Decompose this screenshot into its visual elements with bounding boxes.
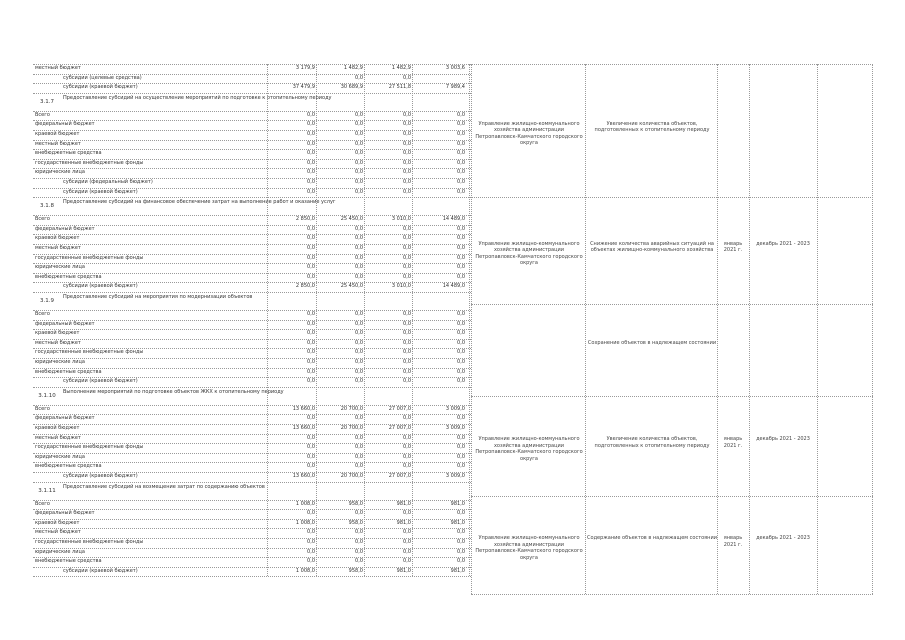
amount-cell: 0,0 xyxy=(355,179,363,185)
amount-cell: 0,0 xyxy=(403,179,411,185)
row-label: субсидии (краевой бюджет) xyxy=(63,567,138,574)
column-divider xyxy=(585,64,586,594)
amount-cell: 0,0 xyxy=(355,558,363,565)
amount-cell: 981,0 xyxy=(396,567,411,574)
amount-cell: 20 700,0 xyxy=(340,405,363,412)
amount-cell: 0,0 xyxy=(355,444,363,451)
section-title: Предоставление субсидий на возмещение затрат по содержанию объектов xyxy=(63,483,265,490)
amount-cell: 0,0 xyxy=(307,311,315,317)
start-date-cell: январь 2021 г. xyxy=(723,535,743,548)
executor-cell: Управление жилищно-коммунального хозяйства администрации Петропавловск-Камчатского городского округа xyxy=(475,436,583,462)
amount-cell: 2 850,0 xyxy=(295,283,315,290)
amount-cell: 0,0 xyxy=(457,311,465,317)
amount-cell: 13 660,0 xyxy=(292,405,315,412)
amount-cell: 0,0 xyxy=(355,121,363,128)
amount-cell: 0,0 xyxy=(355,311,363,317)
amount-cell: 0,0 xyxy=(457,434,465,441)
row-label: государственные внебюджетные фонды xyxy=(35,159,144,166)
document-sheet xyxy=(33,64,873,594)
amount-cell: 3 010,0 xyxy=(391,283,411,290)
amount-cell: 0,0 xyxy=(457,254,465,261)
amount-cell: 0,0 xyxy=(307,179,315,185)
responsibility-block xyxy=(471,396,873,497)
amount-cell: 0,0 xyxy=(457,359,465,365)
row-label: краевой бюджет xyxy=(35,425,80,431)
amount-cell: 0,0 xyxy=(403,330,411,337)
amount-cell: 0,0 xyxy=(307,188,315,195)
amount-cell: 0,0 xyxy=(403,254,411,261)
amount-cell: 981,0 xyxy=(450,500,465,507)
amount-cell: 0,0 xyxy=(307,140,315,147)
amount-cell: 0,0 xyxy=(403,463,411,470)
row-label: субсидии (краевой бюджет) xyxy=(63,283,138,290)
amount-cell: 981,0 xyxy=(396,500,411,507)
amount-cell: 0,0 xyxy=(457,159,465,166)
amount-cell: 0,0 xyxy=(355,548,363,555)
end-date-cell: декабрь 2021 - 2023 xyxy=(756,436,810,442)
amount-cell: 0,0 xyxy=(307,225,315,232)
section-header-row xyxy=(33,93,471,112)
end-date-cell: декабрь 2021 - 2023 xyxy=(756,240,810,247)
section-header-row xyxy=(33,482,471,501)
amount-cell: 0,0 xyxy=(355,463,363,470)
row-label: внебюджетные средства xyxy=(35,273,102,280)
amount-cell: 0,0 xyxy=(307,359,315,365)
amount-cell: 3 179,9 xyxy=(295,65,315,71)
amount-cell: 0,0 xyxy=(307,368,315,375)
result-cell: Снижение количества аварийных ситуаций на объектах жилищно-коммунального хозяйства xyxy=(590,240,714,253)
amount-cell: 37 479,9 xyxy=(292,84,315,91)
amount-cell: 0,0 xyxy=(457,330,465,337)
amount-cell: 0,0 xyxy=(403,245,411,251)
amount-cell: 0,0 xyxy=(457,179,465,185)
amount-cell: 3 010,0 xyxy=(391,216,411,223)
amount-cell: 0,0 xyxy=(403,225,411,232)
row-label: государственные внебюджетные фонды xyxy=(35,349,144,356)
amount-cell: 27 007,0 xyxy=(388,473,411,479)
start-date-cell: январь 2021 г. xyxy=(723,436,743,449)
amount-cell: 30 689,9 xyxy=(340,84,363,91)
row-label: краевой бюджет xyxy=(35,131,80,137)
amount-cell: 0,0 xyxy=(307,169,315,176)
amount-cell: 25 450,0 xyxy=(340,216,363,223)
amount-cell: 20 700,0 xyxy=(340,473,363,479)
row-label: государственные внебюджетные фонды xyxy=(35,539,144,545)
amount-cell: 0,0 xyxy=(355,339,363,346)
column-divider xyxy=(412,64,413,576)
start-date-cell: январь 2021 г. xyxy=(723,240,743,253)
responsibility-table xyxy=(471,64,873,594)
row-label: федеральный бюджет xyxy=(35,510,95,517)
amount-cell: 0,0 xyxy=(307,529,315,536)
row-label: местный бюджет xyxy=(35,140,81,147)
responsibility-block xyxy=(471,64,873,198)
row-label: Всего xyxy=(35,405,50,412)
amount-cell: 0,0 xyxy=(403,378,411,385)
amount-cell: 0,0 xyxy=(307,254,315,261)
result-cell: Увеличение количества объектов, подготовленных к отопительному периоду xyxy=(594,120,710,133)
amount-cell: 0,0 xyxy=(403,359,411,365)
amount-cell: 958,0 xyxy=(348,519,363,526)
amount-cell: 0,0 xyxy=(457,121,465,128)
amount-cell: 0,0 xyxy=(403,311,411,317)
row-label: субсидии (краевой бюджет) xyxy=(63,378,138,385)
amount-cell: 0,0 xyxy=(403,339,411,346)
amount-cell: 0,0 xyxy=(355,169,363,176)
executor-cell: Управление жилищно-коммунального хозяйства администрации Петропавловск-Камчатского городского округа xyxy=(475,240,583,266)
result-cell: Содержание объектов в надлежащем состоянии xyxy=(587,535,717,541)
row-label: Всего xyxy=(35,216,50,223)
executor-cell: Управление жилищно-коммунального хозяйства администрации Петропавловск-Камчатского городского округа xyxy=(475,120,583,146)
amount-cell: 0,0 xyxy=(355,434,363,441)
amount-cell: 27 511,8 xyxy=(388,84,411,91)
section-title: Выполнение мероприятий по подготовке объектов ЖКХ к отопительному периоду xyxy=(63,388,284,395)
amount-cell: 0,0 xyxy=(355,510,363,517)
amount-cell: 0,0 xyxy=(457,273,465,280)
amount-cell: 958,0 xyxy=(348,567,363,574)
amount-cell: 13 660,0 xyxy=(292,473,315,479)
amount-cell: 0,0 xyxy=(355,453,363,460)
amount-cell: 0,0 xyxy=(307,111,315,118)
amount-cell: 0,0 xyxy=(457,539,465,545)
row-label: субсидии (федеральный бюджет) xyxy=(63,179,153,185)
row-label: краевой бюджет xyxy=(35,235,80,242)
amount-cell: 0,0 xyxy=(457,235,465,242)
amount-cell: 0,0 xyxy=(355,140,363,147)
amount-cell: 0,0 xyxy=(307,264,315,271)
amount-cell: 0,0 xyxy=(307,453,315,460)
amount-cell: 0,0 xyxy=(355,150,363,157)
column-divider xyxy=(364,64,365,576)
end-date-cell: декабрь 2021 - 2023 xyxy=(756,535,810,541)
amount-cell: 0,0 xyxy=(307,349,315,356)
amount-cell: 0,0 xyxy=(355,159,363,166)
row-label: юридические лица xyxy=(35,169,85,176)
row-label: государственные внебюджетные фонды xyxy=(35,444,144,451)
row-label: внебюджетные средства xyxy=(35,558,102,565)
amount-cell: 7 989,4 xyxy=(445,84,465,91)
amount-cell: 3 009,0 xyxy=(445,425,465,431)
amount-cell: 0,0 xyxy=(307,245,315,251)
amount-cell: 0,0 xyxy=(403,510,411,517)
column-divider xyxy=(872,64,873,594)
amount-cell: 0,0 xyxy=(307,330,315,337)
amount-cell: 0,0 xyxy=(403,131,411,137)
amount-cell: 14 489,0 xyxy=(442,283,465,290)
amount-cell: 3 003,6 xyxy=(445,65,465,71)
amount-cell: 0,0 xyxy=(457,558,465,565)
row-label: федеральный бюджет xyxy=(35,415,95,422)
section-title: Предоставление субсидий на мероприятия по модернизации объектов xyxy=(63,294,253,300)
section-number: 3.1.11 xyxy=(38,487,56,494)
amount-cell: 981,0 xyxy=(450,567,465,574)
amount-cell: 0,0 xyxy=(307,273,315,280)
amount-cell: 14 489,0 xyxy=(442,216,465,223)
amount-cell: 0,0 xyxy=(457,444,465,451)
amount-cell: 0,0 xyxy=(457,368,465,375)
budget-table xyxy=(33,64,471,594)
table-top-border xyxy=(33,64,471,65)
amount-cell: 0,0 xyxy=(457,131,465,137)
amount-cell: 0,0 xyxy=(307,415,315,422)
row-label: местный бюджет xyxy=(35,245,81,251)
row-label: местный бюджет xyxy=(35,339,81,346)
row-label: краевой бюджет xyxy=(35,519,80,526)
amount-cell: 0,0 xyxy=(403,529,411,536)
amount-cell: 0,0 xyxy=(457,453,465,460)
amount-cell: 0,0 xyxy=(457,548,465,555)
amount-cell: 0,0 xyxy=(355,131,363,137)
amount-cell: 0,0 xyxy=(307,558,315,565)
amount-cell: 3 009,0 xyxy=(445,405,465,412)
responsibility-block xyxy=(471,496,873,595)
amount-cell: 0,0 xyxy=(307,131,315,137)
amount-cell: 0,0 xyxy=(403,453,411,460)
amount-cell: 0,0 xyxy=(355,254,363,261)
amount-cell: 0,0 xyxy=(403,264,411,271)
amount-cell: 0,0 xyxy=(457,188,465,195)
row-label: государственные внебюджетные фонды xyxy=(35,254,144,261)
amount-cell: 0,0 xyxy=(457,529,465,536)
section-number: 3.1.9 xyxy=(40,298,54,304)
row-label: местный бюджет xyxy=(35,529,81,536)
amount-cell: 0,0 xyxy=(457,150,465,157)
section-title: Предоставление субсидий на осуществление мероприятий по подготовке к отопительному периоду xyxy=(63,94,332,101)
amount-cell: 0,0 xyxy=(307,539,315,545)
table-top-border xyxy=(471,64,873,65)
amount-cell: 0,0 xyxy=(403,235,411,242)
amount-cell: 0,0 xyxy=(403,320,411,327)
amount-cell: 0,0 xyxy=(355,235,363,242)
amount-cell: 0,0 xyxy=(307,378,315,385)
amount-cell: 0,0 xyxy=(403,434,411,441)
amount-cell: 0,0 xyxy=(457,339,465,346)
result-cell: Увеличение количества объектов, подготовленных к отопительному периоду xyxy=(594,436,710,449)
row-label: внебюджетные средства xyxy=(35,463,102,470)
amount-cell: 0,0 xyxy=(457,320,465,327)
amount-cell: 0,0 xyxy=(307,463,315,470)
amount-cell: 981,0 xyxy=(450,519,465,526)
column-divider xyxy=(267,64,268,576)
amount-cell: 0,0 xyxy=(307,339,315,346)
row-label: Всего xyxy=(35,500,50,507)
amount-cell: 0,0 xyxy=(403,188,411,195)
amount-cell: 0,0 xyxy=(457,510,465,517)
row-label: федеральный бюджет xyxy=(35,121,95,128)
amount-cell: 1 482,9 xyxy=(343,65,363,71)
amount-cell: 0,0 xyxy=(403,558,411,565)
amount-cell: 0,0 xyxy=(403,140,411,147)
amount-cell: 13 660,0 xyxy=(292,425,315,431)
amount-cell: 0,0 xyxy=(355,529,363,536)
amount-cell: 0,0 xyxy=(307,121,315,128)
column-divider xyxy=(469,64,470,576)
table-row xyxy=(33,567,471,578)
amount-cell: 0,0 xyxy=(355,539,363,545)
amount-cell: 0,0 xyxy=(403,74,411,81)
amount-cell: 27 007,0 xyxy=(388,405,411,412)
amount-cell: 0,0 xyxy=(403,150,411,157)
section-header-row xyxy=(33,292,471,311)
executor-cell: Управление жилищно-коммунального хозяйства администрации Петропавловск-Камчатского городского округа xyxy=(475,535,583,561)
amount-cell: 0,0 xyxy=(457,225,465,232)
row-label: юридические лица xyxy=(35,453,85,460)
section-header-row xyxy=(33,387,471,406)
amount-cell: 0,0 xyxy=(355,225,363,232)
amount-cell: 0,0 xyxy=(403,539,411,545)
amount-cell: 1 482,9 xyxy=(391,65,411,71)
row-label: местный бюджет xyxy=(35,65,81,71)
row-label: юридические лица xyxy=(35,359,85,365)
amount-cell: 0,0 xyxy=(403,273,411,280)
result-cell: Сохранение объектов в надлежащем состоянии xyxy=(587,340,717,346)
amount-cell: 25 450,0 xyxy=(340,283,363,290)
column-divider xyxy=(717,64,718,594)
amount-cell: 1 008,0 xyxy=(295,519,315,526)
section-title: Предоставление субсидий на финансовое обеспечение затрат на выполнение работ и оказание услуг xyxy=(63,199,336,206)
amount-cell: 0,0 xyxy=(457,378,465,385)
amount-cell: 0,0 xyxy=(403,159,411,166)
row-label: федеральный бюджет xyxy=(35,225,95,232)
amount-cell: 0,0 xyxy=(307,159,315,166)
amount-cell: 27 007,0 xyxy=(388,425,411,431)
row-label: субсидии (краевой бюджет) xyxy=(63,473,138,479)
amount-cell: 20 700,0 xyxy=(340,425,363,431)
amount-cell: 2 850,0 xyxy=(295,216,315,223)
responsibility-block xyxy=(471,304,873,397)
amount-cell: 0,0 xyxy=(307,444,315,451)
section-number: 3.1.8 xyxy=(40,203,54,210)
section-header-row xyxy=(33,197,471,216)
row-label: юридические лица xyxy=(35,264,85,271)
amount-cell xyxy=(271,74,315,84)
amount-cell: 0,0 xyxy=(355,349,363,356)
row-label: Всего xyxy=(35,311,50,317)
amount-cell: 0,0 xyxy=(457,111,465,118)
amount-cell: 0,0 xyxy=(403,169,411,176)
amount-cell: 0,0 xyxy=(355,273,363,280)
amount-cell: 0,0 xyxy=(457,169,465,176)
column-divider xyxy=(817,64,818,594)
amount-cell: 0,0 xyxy=(457,264,465,271)
amount-cell: 0,0 xyxy=(457,245,465,251)
responsibility-block xyxy=(471,197,873,305)
row-label: субсидии (краевой бюджет) xyxy=(63,188,138,195)
amount-cell: 0,0 xyxy=(307,150,315,157)
row-label: краевой бюджет xyxy=(35,330,80,337)
amount-cell: 0,0 xyxy=(457,140,465,147)
amount-cell: 0,0 xyxy=(355,320,363,327)
amount-cell: 0,0 xyxy=(307,320,315,327)
amount-cell: 0,0 xyxy=(403,415,411,422)
amount-cell: 0,0 xyxy=(457,463,465,470)
amount-cell: 0,0 xyxy=(403,349,411,356)
amount-cell: 0,0 xyxy=(403,368,411,375)
row-label: субсидии (целевые средства) xyxy=(63,74,142,81)
amount-cell: 0,0 xyxy=(355,111,363,118)
amount-cell: 981,0 xyxy=(396,519,411,526)
amount-cell: 0,0 xyxy=(307,235,315,242)
amount-cell: 0,0 xyxy=(403,121,411,128)
amount-cell: 0,0 xyxy=(307,434,315,441)
amount-cell: 0,0 xyxy=(355,330,363,337)
amount-cell: 1 008,0 xyxy=(295,567,315,574)
amount-cell: 0,0 xyxy=(403,111,411,118)
amount-cell: 0,0 xyxy=(403,444,411,451)
column-divider xyxy=(316,64,317,576)
amount-cell: 3 009,0 xyxy=(445,473,465,479)
amount-cell: 0,0 xyxy=(355,264,363,271)
amount-cell: 0,0 xyxy=(457,415,465,422)
row-label: Всего xyxy=(35,111,50,118)
amount-cell: 0,0 xyxy=(355,359,363,365)
amount-cell: 0,0 xyxy=(355,415,363,422)
amount-cell xyxy=(415,74,465,84)
amount-cell: 0,0 xyxy=(355,245,363,251)
row-label: внебюджетные средства xyxy=(35,368,102,375)
row-label: внебюджетные средства xyxy=(35,150,102,157)
amount-cell: 0,0 xyxy=(355,74,363,81)
amount-cell: 0,0 xyxy=(355,378,363,385)
amount-cell: 1 008,0 xyxy=(295,500,315,507)
section-number: 3.1.10 xyxy=(38,392,56,399)
column-divider xyxy=(471,64,472,594)
row-label: федеральный бюджет xyxy=(35,320,95,327)
row-label: юридические лица xyxy=(35,548,85,555)
amount-cell: 0,0 xyxy=(307,510,315,517)
column-divider xyxy=(749,64,750,594)
amount-cell: 958,0 xyxy=(348,500,363,507)
row-label: местный бюджет xyxy=(35,434,81,441)
section-number: 3.1.7 xyxy=(40,98,54,105)
amount-cell: 0,0 xyxy=(457,349,465,356)
amount-cell: 0,0 xyxy=(355,188,363,195)
amount-cell: 0,0 xyxy=(403,548,411,555)
row-label: субсидии (краевой бюджет) xyxy=(63,84,138,91)
amount-cell: 0,0 xyxy=(355,368,363,375)
amount-cell: 0,0 xyxy=(307,548,315,555)
